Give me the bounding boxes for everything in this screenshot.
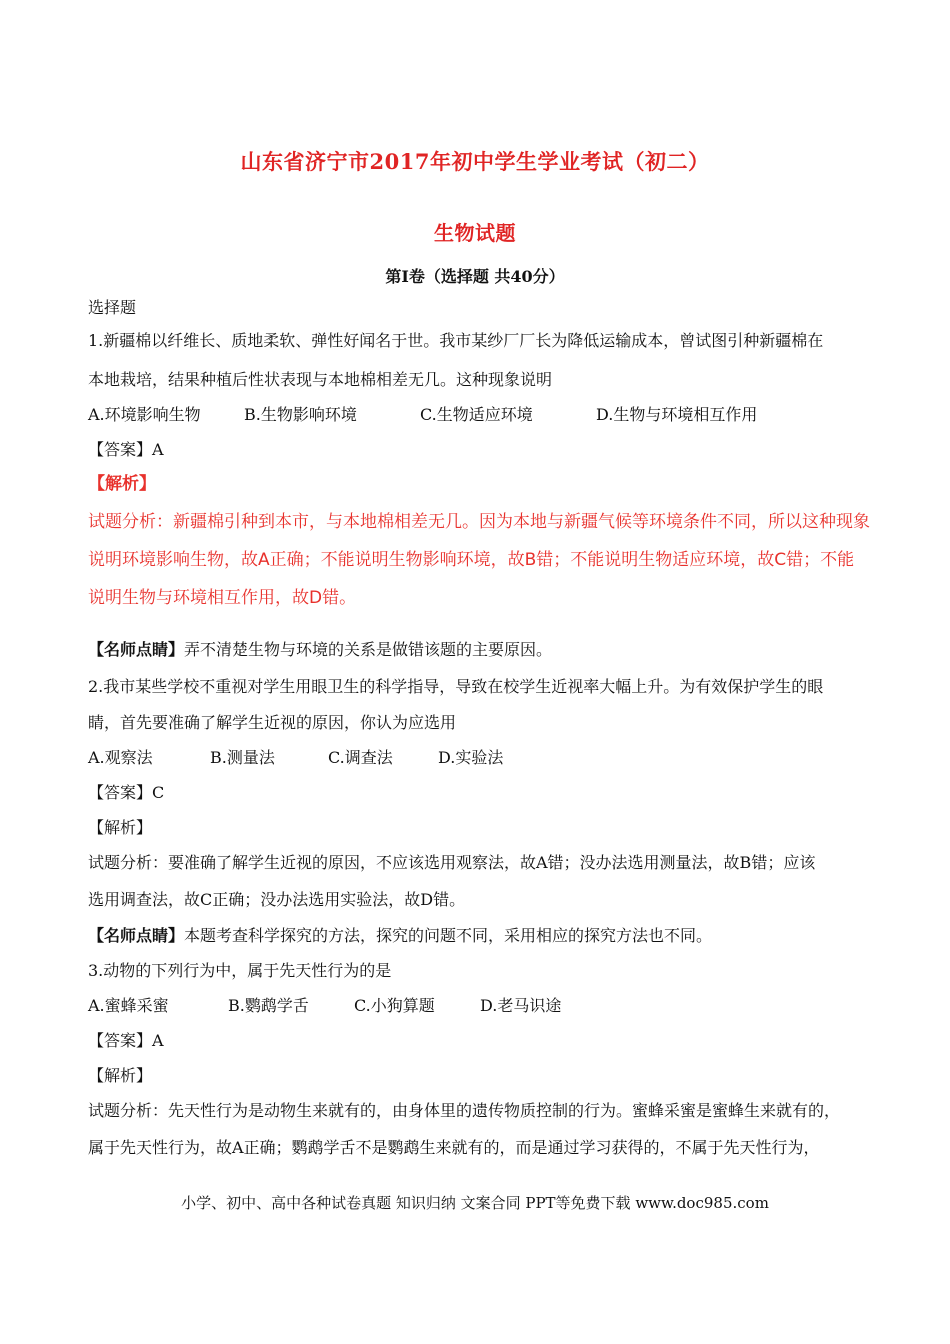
q1-analysis-heading: 【解析】 <box>88 474 156 494</box>
q1-tip-label: 【名师点睛】 <box>88 640 185 659</box>
q2-option-d: D.实验法 <box>438 748 504 767</box>
q3-option-c: C.小狗算题 <box>354 996 435 1015</box>
q2-option-b: B.测量法 <box>210 748 275 767</box>
q1-option-c: C.生物适应环境 <box>420 405 533 424</box>
q1-analysis-line1: 试题分析：新疆棉引种到本市，与本地棉相差无几。因为本地与新疆气候等环境条件不同，所以这种现象 <box>88 512 870 532</box>
q2-option-a: A.观察法 <box>88 748 153 767</box>
q1-option-a: A.环境影响生物 <box>88 405 201 424</box>
q1-option-b: B.生物影响环境 <box>244 405 357 424</box>
q2-answer: 【答案】C <box>88 783 165 802</box>
q2-analysis-line2: 选用调查法，故C正确；没办法选用实验法，故D错。 <box>88 890 466 909</box>
page-footer: 小学、初中、高中各种试卷真题 知识归纳 文案合同 PPT等免费下载 www.doc985.com <box>181 1194 769 1212</box>
q1-answer: 【答案】A <box>88 440 164 459</box>
q3-options <box>88 996 878 1016</box>
q2-stem-line1: 2.我市某些学校不重视对学生用眼卫生的科学指导，导致在校学生近视率大幅上升。为有效保护学生的眼 <box>88 677 824 696</box>
q3-option-d: D.老马识途 <box>480 996 562 1015</box>
category-label: 选择题 <box>88 298 137 317</box>
q1-option-d: D.生物与环境相互作用 <box>596 405 758 424</box>
q1-stem-line2: 本地栽培，结果种植后性状表现与本地棉相差无几。这种现象说明 <box>88 370 553 389</box>
q2-stem-line2: 睛，首先要准确了解学生近视的原因，你认为应选用 <box>88 713 457 732</box>
q2-analysis-line1: 试题分析：要准确了解学生近视的原因，不应该选用观察法，故A错；没办法选用测量法，故B错；应该 <box>88 853 816 872</box>
q1-analysis-line2: 说明环境影响生物，故A正确；不能说明生物影响环境，故B错；不能说明生物适应环境，故C错；不能 <box>88 550 855 570</box>
q3-analysis-heading: 【解析】 <box>88 1066 153 1085</box>
q3-answer: 【答案】A <box>88 1031 164 1050</box>
section-heading: 第Ⅰ卷（选择题 共40分） <box>385 267 565 286</box>
q2-tip-label: 【名师点睛】 <box>88 926 185 945</box>
q2-option-c: C.调查法 <box>328 748 393 767</box>
q1-tip-text: 弄不清楚生物与环境的关系是做错该题的主要原因。 <box>184 640 553 659</box>
subject-title: 生物试题 <box>434 221 516 245</box>
q3-option-a: A.蜜蜂采蜜 <box>88 996 169 1015</box>
exam-title: 山东省济宁市2017年初中学生学业考试（初二） <box>240 149 710 174</box>
q2-options <box>88 748 878 768</box>
q3-analysis-line1: 试题分析：先天性行为是动物生来就有的，由身体里的遗传物质控制的行为。蜜蜂采蜜是蜜蜂生来就有的， <box>88 1101 841 1120</box>
q1-stem-line1: 1.新疆棉以纤维长、质地柔软、弹性好闻名于世。我市某纱厂厂长为降低运输成本，曾试图引种新疆棉在 <box>88 331 824 350</box>
q2-teacher-tip <box>88 926 878 946</box>
q1-options <box>88 405 878 425</box>
q3-stem-line1: 3.动物的下列行为中，属于先天性行为的是 <box>88 961 392 980</box>
q2-tip-text: 本题考查科学探究的方法，探究的问题不同，采用相应的探究方法也不同。 <box>184 926 713 945</box>
q1-teacher-tip <box>88 640 878 660</box>
q3-analysis-line2: 属于先天性行为，故A正确；鹦鹉学舌不是鹦鹉生来就有的，而是通过学习获得的，不属于先天性行为， <box>88 1138 820 1157</box>
q1-analysis-line3: 说明生物与环境相互作用，故D错。 <box>88 588 357 608</box>
q3-option-b: B.鹦鹉学舌 <box>228 996 309 1015</box>
q2-analysis-heading: 【解析】 <box>88 818 153 837</box>
